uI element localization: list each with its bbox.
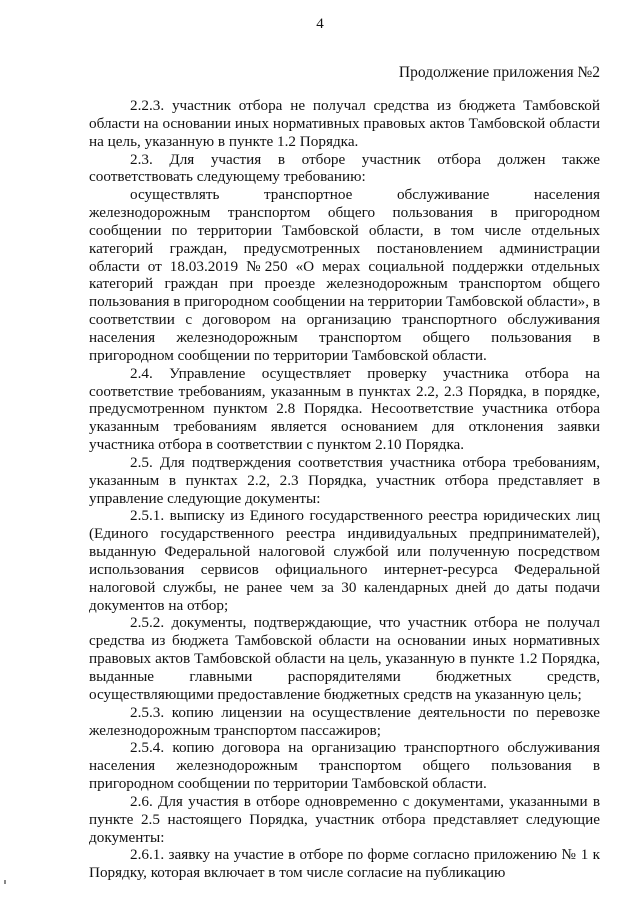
paragraph-2-5-4: 2.5.4. копию договора на организацию транспортного обслуживания населения железнодорожным транспортом общего пользования в пригородном сообщении по территории Тамбовской области. xyxy=(89,739,600,793)
paragraph-2-6-1: 2.6.1. заявку на участие в отборе по форме согласно приложению № 1 к Порядку, которая включает в том числе согласие на публикацию xyxy=(89,846,600,882)
page-number: 4 xyxy=(316,16,324,32)
document-body xyxy=(89,97,600,882)
paragraph-2-4: 2.4. Управление осуществляет проверку участника отбора на соответствие требованиям, указанным в пунктах 2.2, 2.3 Порядка, в порядке, предусмотренном пунктом 2.8 Порядка. Несоответствие участника отбора указанным требованиям является основанием для отклонения заявки участника отбора в соответствии с пунктом 2.10 Порядка. xyxy=(89,364,600,454)
paragraph-2-5: 2.5. Для подтверждения соответствия участника отбора требованиям, указанным в пунктах 2.2, 2.3 Порядка, участник отбора представляет в управление следующие документы: xyxy=(89,453,600,507)
paragraph-2-5-3: 2.5.3. копию лицензии на осуществление деятельности по перевозке железнодорожным транспортом пассажиров; xyxy=(89,703,600,739)
appendix-continuation-note: Продолжение приложения №2 xyxy=(398,64,600,81)
paragraph-2-3-requirement: осуществлять транспортное обслуживание населения железнодорожным транспортом общего пользования в пригородном сообщении по территории Тамбовской области, в том числе отдельных категорий граждан, предусмотренных постановлением администрации области от 18.03.2019 №250 «О мерах социальной поддержки отдельных категорий граждан при проезде железнодорожным транспортом общего пользования в пригородном сообщении на территории Тамбовской области», в соответствии с договором на организацию транспортного обслуживания населения железнодорожным транспортом общего пользования в пригородном сообщении по территории Тамбовской области. xyxy=(89,186,600,364)
paragraph-2-5-1: 2.5.1. выписку из Единого государственного реестра юридических лиц (Единого государственного реестра индивидуальных предпринимателей), выданную Федеральной налоговой службой или полученную посредством использования сервисов официального интернет-ресурса Федеральной налоговой службы, не ранее чем за 30 календарных дней до даты подачи документов на отбор; xyxy=(89,507,600,614)
paragraph-2-2-3: 2.2.3. участник отбора не получал средства из бюджета Тамбовской области на основании иных нормативных правовых актов Тамбовской области на цель, указанную в пункте 1.2 Порядка. xyxy=(89,97,600,150)
paragraph-2-5-2: 2.5.2. документы, подтверждающие, что участник отбора не получал средства из бюджета Тамбовской области на основании иных нормативных правовых актов Тамбовской области на цель, указанную в пункте 1.2 Порядка, выданные главными распорядителями бюджетных средств, осуществляющими предоставление бюджетных средств на указанную цель; xyxy=(89,614,600,703)
paragraph-2-6: 2.6. Для участия в отборе одновременно с документами, указанными в пункте 2.5 настоящего Порядка, участник отбора представляет следующие документы: xyxy=(89,792,600,846)
paragraph-2-3: 2.3. Для участия в отборе участник отбора должен также соответствовать следующему требованию: xyxy=(89,150,600,186)
scan-artifact-mark xyxy=(4,880,6,884)
